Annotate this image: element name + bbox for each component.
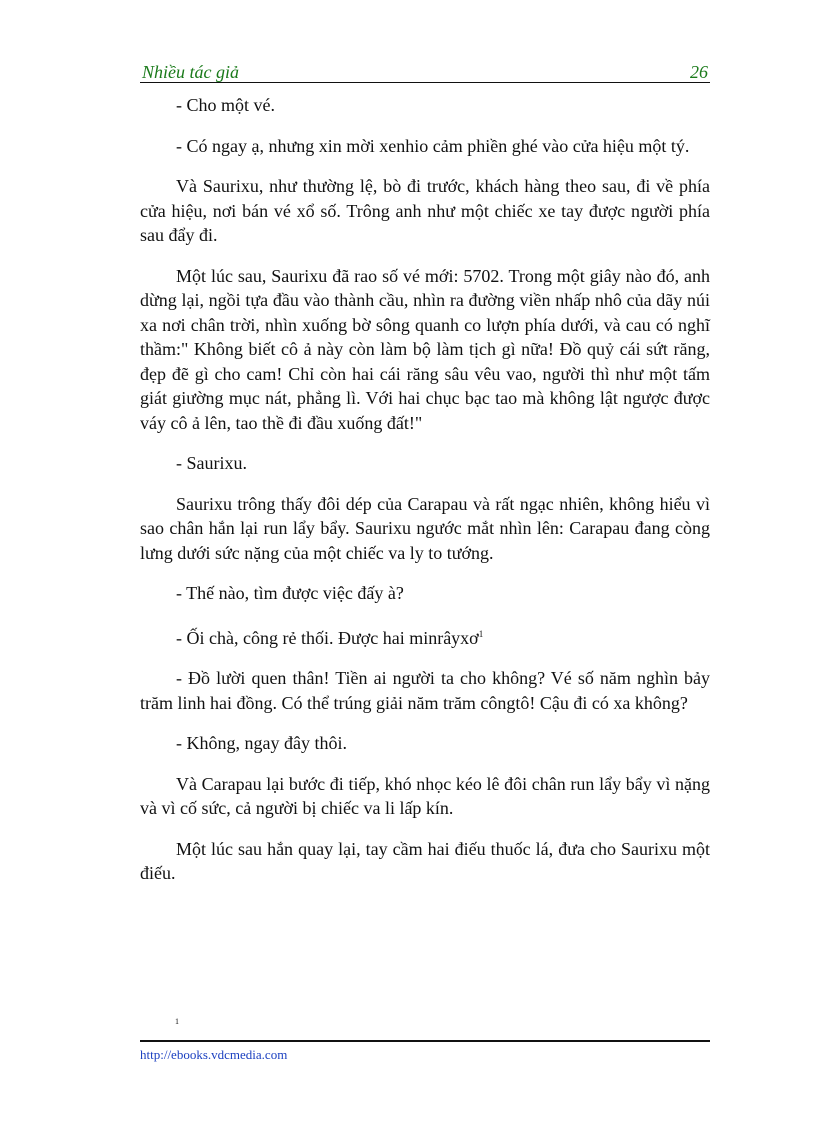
footer-divider [140, 1040, 710, 1042]
page-body [140, 93, 710, 902]
paragraph: - Không, ngay đây thôi. [176, 733, 347, 753]
source-link[interactable]: http://ebooks.vdcmedia.com [140, 1047, 288, 1062]
paragraph: Và Saurixu, như thường lệ, bò đi trước, khách hàng theo sau, đi về phía cửa hiệu, nơi bán vé xổ số. Trông anh như một chiếc xe tay được người phía sau đẩy đi. [140, 176, 710, 245]
paragraph: - Đồ lười quen thân! Tiền ai người ta cho không? Vé số năm nghìn bảy trăm linh hai đồng. Có thể trúng giải năm trăm côngtô! Cậu đi có xa không? [140, 668, 710, 713]
paragraph-text: - Ối chà, công rẻ thối. Được hai minrâyxơ [176, 627, 479, 648]
paragraph: - Cho một vé. [176, 95, 275, 115]
paragraph: Một lúc sau, Saurixu đã rao số vé mới: 5702. Trong một giây nào đó, anh dừng lại, ngồi tựa đầu vào thành cầu, nhìn ra đường viền nhấp nhô của dãy núi xa nơi chân trời, nhìn xuống bờ sông quanh co lượn phía dưới, và cau có nghĩ thầm:" Không biết cô ả này còn làm bộ làm tịch gì nữa! Đồ quỷ cái sứt răng, đẹp đẽ gì cho cam! Chỉ còn hai cái răng sâu vêu vao, người thì như một tấm giát giường mục nát, phẳng lì. Với hai chục bạc tao mà không lật ngược được váy cô ả lên, tao thề đi đầu xuống đất!" [140, 265, 710, 433]
paragraph: - Thế nào, tìm được việc đấy à? [176, 583, 404, 603]
page-header [140, 58, 710, 83]
paragraph: Một lúc sau hắn quay lại, tay cầm hai điếu thuốc lá, đưa cho Saurixu một điếu. [140, 838, 710, 883]
paragraph: Và Carapau lại bước đi tiếp, khó nhọc kéo lê đôi chân run lẩy bẩy vì nặng và vì cố sức, cả người bị chiếc va li lấp kín. [140, 773, 710, 818]
footnote-reference[interactable]: 1 [478, 628, 484, 639]
book-title: Nhiều tác giả [142, 62, 239, 82]
paragraph: - Có ngay ạ, nhưng xin mời xenhio cảm phiền ghé vào cửa hiệu một tý. [176, 135, 690, 156]
paragraph: - Saurixu. [176, 453, 247, 473]
paragraph-with-footnote [140, 622, 710, 651]
page-number: 26 [690, 62, 708, 82]
paragraph: Saurixu trông thấy đôi dép của Carapau và rất ngạc nhiên, không hiểu vì sao chân hắn lại run lẩy bẩy. Saurixu ngước mắt nhìn lên: Carapau đang còng lưng dưới sức nặng của một chiếc va ly to tướng. [140, 493, 710, 563]
footnote-marker: 1 [175, 1017, 179, 1026]
